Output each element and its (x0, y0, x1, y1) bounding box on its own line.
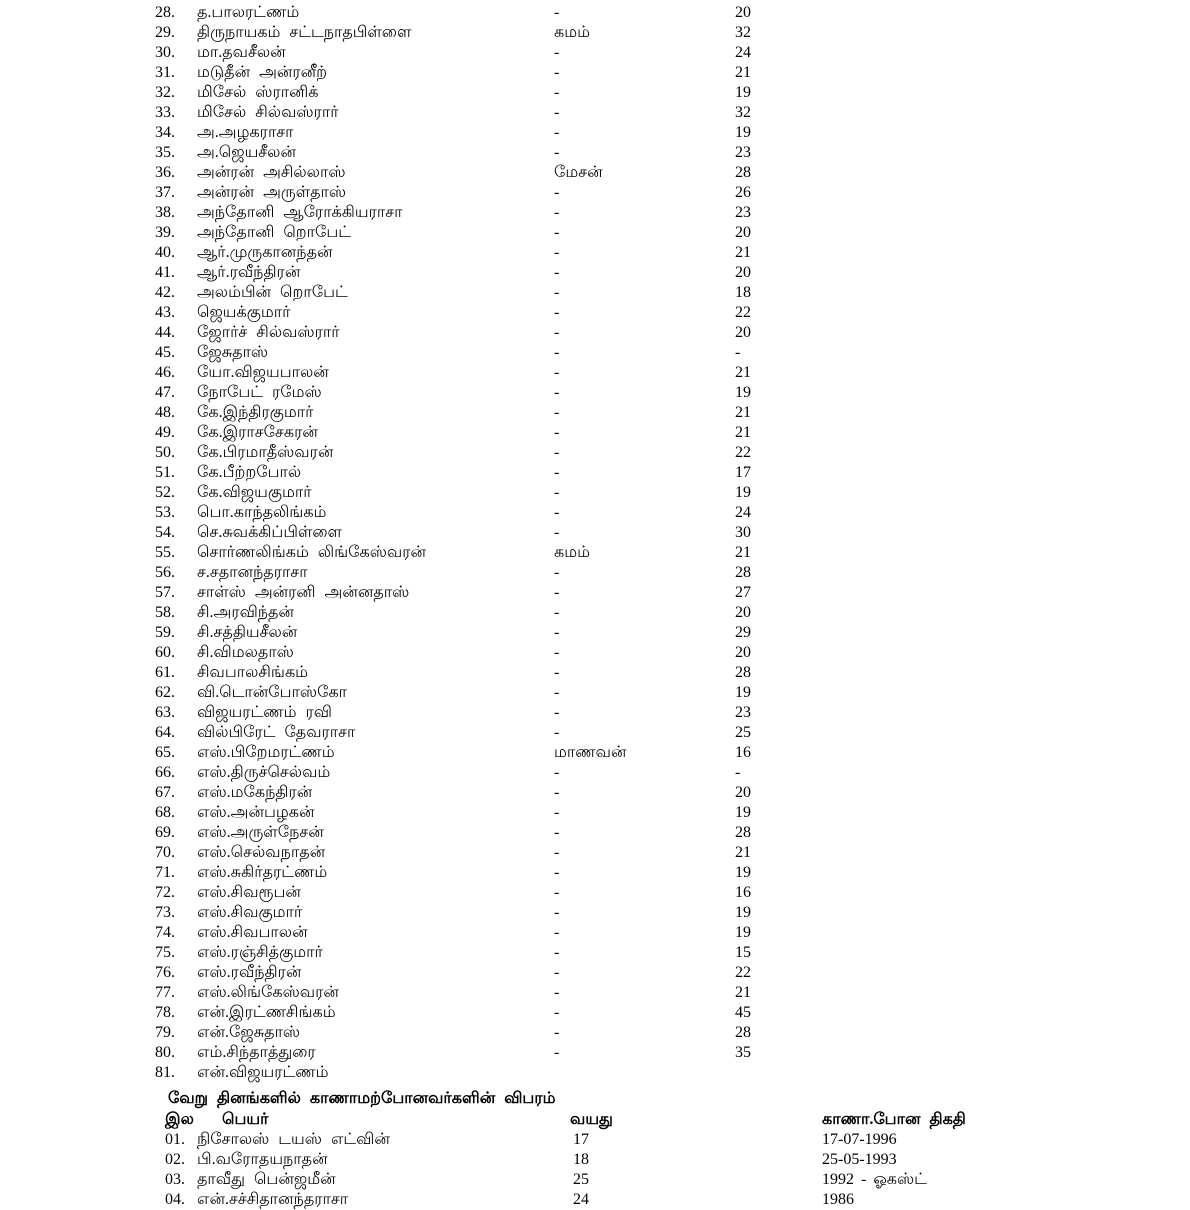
cell-occupation: - (554, 184, 560, 201)
cell-no: 69. (155, 824, 175, 841)
cell-name: அந்தோனி ஆரோக்கியராசா (197, 204, 403, 221)
cell-no: 41. (155, 264, 175, 281)
cell-name: எஸ்.அருள்நேசன் (197, 824, 324, 841)
cell-name: நோபேட் ரமேஸ் (197, 384, 322, 401)
cell-no: 28. (155, 4, 175, 21)
table-row (0, 1170, 1190, 1190)
cell-name: என்.இரட்ணசிங்கம் (197, 1004, 336, 1021)
cell-no: 51. (155, 464, 175, 481)
table-row (0, 723, 1190, 743)
table-row (0, 423, 1190, 443)
table-header-row (0, 1110, 1190, 1130)
cell-occupation: - (554, 824, 560, 841)
cell-no: 71. (155, 864, 175, 881)
cell-occupation: - (554, 84, 560, 101)
table-row (0, 343, 1190, 363)
column-header-no: இல (165, 1111, 194, 1128)
table-row (0, 43, 1190, 63)
table-row (0, 3, 1190, 23)
cell-age: 28 (735, 824, 751, 841)
cell-no: 38. (155, 204, 175, 221)
table-row (0, 443, 1190, 463)
cell-name: விஜயரட்ணம் ரவி (197, 704, 332, 721)
cell-age: 21 (735, 984, 751, 1001)
cell-age: 19 (735, 684, 751, 701)
cell-occupation: - (554, 984, 560, 1001)
table-row (0, 823, 1190, 843)
cell-name: மிசேல் சில்வஸ்ரார் (197, 104, 339, 121)
cell-name: மிசேல் ஸ்ரானிக் (197, 84, 319, 101)
table-row (0, 1023, 1190, 1043)
section-title: வேறு தினங்களில் காணாமற்போனவர்களின் விபரம் (168, 1090, 556, 1107)
cell-occupation: - (554, 364, 560, 381)
cell-age: 26 (735, 184, 751, 201)
cell-occupation: - (554, 1004, 560, 1021)
cell-occupation: - (554, 104, 560, 121)
cell-occupation: - (554, 504, 560, 521)
table-row (0, 383, 1190, 403)
cell-no: 39. (155, 224, 175, 241)
cell-age: 21 (735, 424, 751, 441)
cell-no: 57. (155, 584, 175, 601)
cell-age: 28 (735, 664, 751, 681)
cell-name: என்.விஜயரட்ணம் (197, 1064, 329, 1081)
cell-no: 63. (155, 704, 175, 721)
cell-date: 25-05-1993 (822, 1151, 897, 1168)
cell-occupation: மேசன் (554, 164, 603, 181)
table-row (0, 1063, 1190, 1083)
cell-occupation: - (554, 624, 560, 641)
cell-age: 20 (735, 264, 751, 281)
cell-occupation: - (554, 704, 560, 721)
cell-no: 59. (155, 624, 175, 641)
table-row (0, 743, 1190, 763)
table-row (0, 63, 1190, 83)
cell-occupation: - (554, 404, 560, 421)
cell-age: 19 (735, 124, 751, 141)
table-row (0, 203, 1190, 223)
cell-occupation: - (554, 764, 560, 781)
cell-no: 56. (155, 564, 175, 581)
cell-occupation: - (554, 944, 560, 961)
table-row (0, 283, 1190, 303)
table-row (0, 1150, 1190, 1170)
cell-no: 76. (155, 964, 175, 981)
cell-age: 19 (735, 84, 751, 101)
cell-age: 20 (735, 224, 751, 241)
cell-no: 79. (155, 1024, 175, 1041)
table-row (0, 643, 1190, 663)
cell-age: 45 (735, 1004, 751, 1021)
table-row (0, 483, 1190, 503)
cell-occupation: - (554, 684, 560, 701)
cell-occupation: - (554, 124, 560, 141)
cell-no: 48. (155, 404, 175, 421)
table-row (0, 403, 1190, 423)
cell-occupation: - (554, 1044, 560, 1061)
cell-age: 19 (735, 804, 751, 821)
cell-name: கே.பீற்றபோல் (197, 464, 302, 481)
cell-name: எஸ்.லிங்கேஸ்வரன் (197, 984, 339, 1001)
cell-age: 29 (735, 624, 751, 641)
cell-no: 68. (155, 804, 175, 821)
cell-occupation: - (554, 444, 560, 461)
cell-name: கே.விஜயகுமார் (197, 484, 312, 501)
cell-date: 1986 (822, 1191, 854, 1208)
cell-no: 03. (165, 1171, 185, 1188)
cell-age: 21 (735, 64, 751, 81)
cell-no: 29. (155, 24, 175, 41)
cell-no: 40. (155, 244, 175, 261)
cell-name: எஸ்.சிவகுமார் (197, 904, 303, 921)
cell-name: அ.அழகராசா (197, 124, 294, 141)
cell-name: சி.சத்தியசீலன் (197, 624, 298, 641)
cell-no: 77. (155, 984, 175, 1001)
cell-date: 1992 - ஓகஸ்ட் (822, 1171, 927, 1188)
table-row (0, 103, 1190, 123)
cell-age: 22 (735, 444, 751, 461)
cell-age: 25 (735, 724, 751, 741)
table-row (0, 583, 1190, 603)
cell-occupation: மாணவன் (554, 744, 627, 761)
cell-occupation: - (554, 284, 560, 301)
cell-age: 28 (735, 564, 751, 581)
cell-no: 67. (155, 784, 175, 801)
cell-occupation: - (554, 844, 560, 861)
cell-name: மா.தவசீலன் (197, 44, 286, 61)
cell-age: 19 (735, 384, 751, 401)
cell-name: எஸ்.சிவரூபன் (197, 884, 301, 901)
cell-age: 32 (735, 104, 751, 121)
cell-no: 01. (165, 1131, 185, 1148)
cell-name: ஜேசுதாஸ் (197, 344, 269, 361)
cell-no: 81. (155, 1064, 175, 1081)
table-row (0, 843, 1190, 863)
table-row (0, 903, 1190, 923)
cell-name: எஸ்.சிவபாலன் (197, 924, 308, 941)
cell-occupation: - (554, 384, 560, 401)
cell-occupation: - (554, 804, 560, 821)
cell-occupation: - (554, 324, 560, 341)
cell-age: 21 (735, 844, 751, 861)
cell-name: பி.வரோதயநாதன் (197, 1151, 328, 1168)
table-row (0, 603, 1190, 623)
cell-age: 35 (735, 1044, 751, 1061)
cell-no: 46. (155, 364, 175, 381)
cell-name: சொர்ணலிங்கம் லிங்கேஸ்வரன் (197, 544, 426, 561)
cell-name: வில்பிரேட் தேவராசா (197, 724, 356, 741)
table-row (0, 123, 1190, 143)
cell-name: திருநாயகம் சட்டநாதபிள்ளை (197, 24, 412, 41)
cell-name: அந்தோனி றொபேட் (197, 224, 352, 241)
cell-age: 19 (735, 484, 751, 501)
cell-no: 42. (155, 284, 175, 301)
cell-no: 65. (155, 744, 175, 761)
cell-no: 74. (155, 924, 175, 941)
cell-name: கே.இராசசேகரன் (197, 424, 318, 441)
table-row (0, 623, 1190, 643)
cell-age: 24 (735, 504, 751, 521)
cell-name: கே.பிரமாதீஸ்வரன் (197, 444, 334, 461)
cell-age: 15 (735, 944, 751, 961)
cell-name: சி.விமலதாஸ் (197, 644, 294, 661)
cell-no: 66. (155, 764, 175, 781)
cell-name: தாவீது பென்ஜமீன் (197, 1171, 336, 1188)
cell-name: அலம்பின் றொபேட் (197, 284, 348, 301)
cell-no: 52. (155, 484, 175, 501)
cell-no: 44. (155, 324, 175, 341)
cell-no: 35. (155, 144, 175, 161)
cell-age: 21 (735, 244, 751, 261)
cell-no: 02. (165, 1151, 185, 1168)
table-row (0, 1130, 1190, 1150)
cell-occupation: - (554, 564, 560, 581)
cell-name: மடுதீன் அன்ரனீற் (197, 64, 328, 81)
cell-no: 53. (155, 504, 175, 521)
table-row (0, 803, 1190, 823)
cell-age: 20 (735, 604, 751, 621)
cell-age: 21 (735, 364, 751, 381)
table-row (0, 923, 1190, 943)
cell-occupation: கமம் (554, 24, 590, 41)
cell-no: 37. (155, 184, 175, 201)
cell-age: 20 (735, 4, 751, 21)
cell-no: 62. (155, 684, 175, 701)
cell-occupation: - (554, 244, 560, 261)
cell-no: 33. (155, 104, 175, 121)
cell-age: 18 (735, 284, 751, 301)
cell-no: 45. (155, 344, 175, 361)
cell-age: 30 (735, 524, 751, 541)
table-row (0, 943, 1190, 963)
cell-occupation: - (554, 664, 560, 681)
cell-name: பொ.காந்தலிங்கம் (197, 504, 327, 521)
cell-no: 31. (155, 64, 175, 81)
cell-no: 47. (155, 384, 175, 401)
table-row (0, 83, 1190, 103)
cell-occupation: - (554, 924, 560, 941)
cell-age: 16 (735, 744, 751, 761)
table-row (0, 23, 1190, 43)
cell-no: 50. (155, 444, 175, 461)
cell-age: 24 (573, 1191, 589, 1208)
table-row (0, 983, 1190, 1003)
cell-age: 21 (735, 404, 751, 421)
cell-name: அன்ரன் அசில்லாஸ் (197, 164, 346, 181)
cell-no: 75. (155, 944, 175, 961)
column-header-name: பெயர் (222, 1111, 269, 1128)
table-row (0, 183, 1190, 203)
cell-name: என்.ஜேசுதாஸ் (197, 1024, 301, 1041)
column-header-date: காணா.போன திகதி (822, 1111, 966, 1128)
table-row (0, 143, 1190, 163)
cell-occupation: - (554, 964, 560, 981)
cell-age: 28 (735, 164, 751, 181)
cell-age: - (735, 764, 741, 781)
cell-occupation: - (554, 344, 560, 361)
cell-name: வி.டொன்போஸ்கோ (197, 684, 348, 701)
cell-occupation: - (554, 524, 560, 541)
table-row (0, 503, 1190, 523)
column-header-age: வயது (570, 1111, 613, 1128)
cell-no: 54. (155, 524, 175, 541)
table-row (0, 163, 1190, 183)
cell-no: 32. (155, 84, 175, 101)
table-row (0, 1190, 1190, 1210)
cell-name: யோ.விஜயபாலன் (197, 364, 329, 381)
cell-age: - (735, 344, 741, 361)
table-row (0, 303, 1190, 323)
cell-occupation: - (554, 264, 560, 281)
cell-age: 24 (735, 44, 751, 61)
cell-age: 19 (735, 864, 751, 881)
table-row (0, 783, 1190, 803)
table-row (0, 323, 1190, 343)
cell-age: 20 (735, 324, 751, 341)
cell-age: 25 (573, 1171, 589, 1188)
cell-name: எஸ்.செல்வநாதன் (197, 844, 326, 861)
cell-no: 61. (155, 664, 175, 681)
cell-name: ஆர்.முருகானந்தன் (197, 244, 333, 261)
cell-no: 64. (155, 724, 175, 741)
cell-occupation: - (554, 424, 560, 441)
cell-occupation: - (554, 584, 560, 601)
cell-name: த.பாலரட்ணம் (197, 4, 300, 21)
missing-other-days-section (0, 1089, 1190, 1208)
table-row (0, 463, 1190, 483)
cell-no: 78. (155, 1004, 175, 1021)
cell-no: 30. (155, 44, 175, 61)
cell-name: எஸ்.அன்பழகன் (197, 804, 315, 821)
cell-age: 28 (735, 1024, 751, 1041)
cell-age: 21 (735, 544, 751, 561)
table-row (0, 963, 1190, 983)
cell-name: ஆர்.ரவீந்திரன் (197, 264, 301, 281)
cell-name: எஸ்.பிறேமரட்ணம் (197, 744, 335, 761)
cell-occupation: - (554, 4, 560, 21)
table-row (0, 563, 1190, 583)
cell-no: 70. (155, 844, 175, 861)
cell-occupation: - (554, 644, 560, 661)
table-row (0, 703, 1190, 723)
table-row (0, 543, 1190, 563)
table-row (0, 763, 1190, 783)
table-row (0, 1043, 1190, 1063)
cell-occupation: - (554, 1024, 560, 1041)
cell-no: 58. (155, 604, 175, 621)
cell-name: நிசோலஸ் டயஸ் எட்வின் (197, 1131, 390, 1148)
cell-name: எஸ்.சுகிர்தரட்ணம் (197, 864, 328, 881)
missing-other-days-rows (0, 1130, 1190, 1210)
cell-occupation: - (554, 784, 560, 801)
cell-occupation: - (554, 304, 560, 321)
cell-age: 16 (735, 884, 751, 901)
cell-occupation: - (554, 64, 560, 81)
cell-name: அன்ரன் அருள்தாஸ் (197, 184, 347, 201)
table-row (0, 883, 1190, 903)
cell-occupation: - (554, 484, 560, 501)
cell-age: 27 (735, 584, 751, 601)
cell-occupation: - (554, 144, 560, 161)
cell-name: செ.சுவக்கிப்பிள்ளை (197, 524, 342, 541)
cell-name: கே.இந்திரகுமார் (197, 404, 314, 421)
cell-occupation: - (554, 224, 560, 241)
cell-name: சி.அரவிந்தன் (197, 604, 294, 621)
cell-age: 19 (735, 924, 751, 941)
table-row (0, 363, 1190, 383)
cell-age: 18 (573, 1151, 589, 1168)
cell-age: 23 (735, 144, 751, 161)
cell-name: எஸ்.திருச்செல்வம் (197, 764, 331, 781)
cell-occupation: கமம் (554, 544, 590, 561)
cell-occupation: - (554, 44, 560, 61)
cell-no: 60. (155, 644, 175, 661)
cell-name: எஸ்.மகேந்திரன் (197, 784, 313, 801)
cell-age: 19 (735, 904, 751, 921)
table-row (0, 863, 1190, 883)
cell-name: சிவபாலசிங்கம் (197, 664, 309, 681)
cell-no: 49. (155, 424, 175, 441)
cell-age: 17 (735, 464, 751, 481)
cell-no: 55. (155, 544, 175, 561)
cell-occupation: - (554, 464, 560, 481)
cell-age: 20 (735, 784, 751, 801)
cell-no: 80. (155, 1044, 175, 1061)
cell-name: எம்.சிந்தாத்துரை (197, 1044, 316, 1061)
cell-age: 17 (573, 1131, 589, 1148)
cell-age: 20 (735, 644, 751, 661)
cell-name: ஜெயக்குமார் (197, 304, 291, 321)
cell-name: ஜோர்ச் சில்வஸ்ரார் (197, 324, 340, 341)
cell-occupation: - (554, 864, 560, 881)
cell-no: 43. (155, 304, 175, 321)
cell-no: 72. (155, 884, 175, 901)
cell-age: 23 (735, 204, 751, 221)
table-row (0, 1003, 1190, 1023)
cell-age: 23 (735, 704, 751, 721)
missing-persons-list (0, 3, 1190, 1083)
cell-no: 34. (155, 124, 175, 141)
table-row (0, 263, 1190, 283)
cell-age: 32 (735, 24, 751, 41)
cell-date: 17-07-1996 (822, 1131, 897, 1148)
cell-age: 22 (735, 304, 751, 321)
cell-name: என்.சச்சிதானந்தராசா (197, 1191, 349, 1208)
cell-occupation: - (554, 724, 560, 741)
cell-occupation: - (554, 884, 560, 901)
cell-name: எஸ்.ரவீந்திரன் (197, 964, 302, 981)
cell-name: சாள்ஸ் அன்ரனி அன்னதாஸ் (197, 584, 410, 601)
table-row (0, 243, 1190, 263)
cell-occupation: - (554, 904, 560, 921)
cell-occupation: - (554, 604, 560, 621)
table-row (0, 223, 1190, 243)
table-row (0, 683, 1190, 703)
cell-occupation: - (554, 204, 560, 221)
cell-no: 36. (155, 164, 175, 181)
table-row (0, 523, 1190, 543)
cell-name: எஸ்.ரஞ்சித்குமார் (197, 944, 323, 961)
table-row (0, 663, 1190, 683)
cell-name: ச.சதானந்தராசா (197, 564, 308, 581)
cell-no: 04. (165, 1191, 185, 1208)
cell-name: அ.ஜெயசீலன் (197, 144, 296, 161)
cell-age: 22 (735, 964, 751, 981)
cell-no: 73. (155, 904, 175, 921)
